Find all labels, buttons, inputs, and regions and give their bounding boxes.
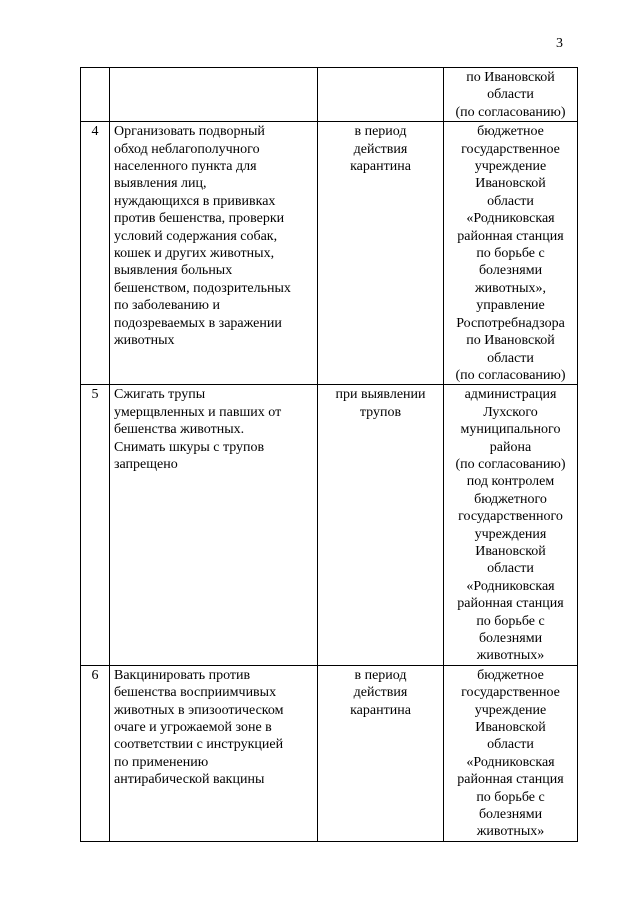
responsible-line: Ивановской <box>475 543 546 559</box>
table-row <box>81 665 578 841</box>
term-cell <box>318 122 444 385</box>
responsible-line: администрация <box>464 387 557 403</box>
action-line: кошек и других животных, <box>114 246 275 262</box>
table-row <box>81 385 578 666</box>
responsible-line: области <box>487 87 534 103</box>
responsible-line: Ивановской <box>475 720 546 736</box>
action-line: бешенства животных. <box>114 422 245 438</box>
responsible-line: управление <box>476 298 545 314</box>
responsible-line: области <box>487 193 534 209</box>
responsible-line: районная станция <box>457 228 564 244</box>
responsible-line: государственное <box>461 141 560 157</box>
responsible-line: «Родниковская <box>466 211 555 227</box>
term-line: действия <box>353 141 408 157</box>
responsible-line: по Ивановской <box>466 333 555 349</box>
row-number <box>81 68 110 122</box>
action-line: умерщвленных и павших от <box>114 404 282 420</box>
responsible-line: «Родниковская <box>466 754 555 770</box>
term-line: карантина <box>350 702 411 718</box>
action-line: по заболеванию и <box>114 298 220 314</box>
responsible-line: области <box>487 561 534 577</box>
term-cell <box>318 665 444 841</box>
action-line: антирабической вакцины <box>114 772 265 788</box>
term-line: в период <box>354 667 407 683</box>
action-cell <box>110 665 318 841</box>
table-row <box>81 122 578 385</box>
responsible-line: Роспотребнадзора <box>456 315 565 331</box>
responsible-line: болезнями <box>478 631 543 646</box>
responsible-line: районная станция <box>457 596 564 612</box>
measures-table <box>80 67 578 842</box>
action-line: выявления лиц, <box>114 176 207 192</box>
action-line: по применению <box>114 754 209 770</box>
responsible-line: животных», <box>474 280 546 296</box>
action-line: запрещено <box>114 456 178 472</box>
action-cell <box>110 122 318 385</box>
action-cell <box>110 68 318 122</box>
responsible-line: учреждение <box>474 159 547 175</box>
responsible-line: области <box>487 737 534 753</box>
responsible-line: «Родниковская <box>466 578 555 594</box>
responsible-cell <box>444 665 578 841</box>
action-line: обход неблагополучного <box>114 141 260 157</box>
action-line: животных в эпизоотическом <box>114 702 284 718</box>
responsible-line: Ивановской <box>475 176 546 192</box>
responsible-line: по борьбе с <box>476 246 545 262</box>
term-line: при выявлении <box>335 387 426 403</box>
action-line: нуждающихся в прививках <box>114 193 276 209</box>
action-line: подозреваемых в заражении <box>114 315 282 331</box>
responsible-line: государственное <box>461 685 560 701</box>
action-line: условий содержания собак, <box>114 228 278 244</box>
row-number: 6 <box>81 665 110 841</box>
term-line: в период <box>354 124 407 140</box>
responsible-line: области <box>487 350 534 366</box>
responsible-line: района <box>489 439 532 455</box>
action-line: Снимать шкуры с трупов <box>114 439 265 455</box>
term-cell <box>318 68 444 122</box>
responsible-line: (по согласованию) <box>455 367 566 383</box>
responsible-line: (по согласованию) <box>455 104 566 120</box>
responsible-line: по Ивановской <box>466 70 555 85</box>
responsible-cell <box>444 385 578 666</box>
responsible-line: государственного <box>458 509 563 525</box>
action-line: против бешенства, проверки <box>114 211 285 227</box>
responsible-line: муниципального <box>460 422 561 438</box>
action-line: соответствии с инструкцией <box>114 737 284 753</box>
responsible-line: болезнями <box>478 807 543 823</box>
responsible-line: учреждения <box>474 526 547 542</box>
row-number: 5 <box>81 385 110 666</box>
page-number: 3 <box>556 36 563 51</box>
action-line: населенного пункта для <box>114 159 257 175</box>
action-line: выявления больных <box>114 263 233 279</box>
responsible-line: животных» <box>476 824 545 840</box>
action-line: бешенства восприимчивых <box>114 685 277 701</box>
responsible-cell <box>444 122 578 385</box>
action-cell <box>110 385 318 666</box>
responsible-line: учреждение <box>474 702 547 718</box>
responsible-line: животных» <box>476 648 545 664</box>
responsible-line: Лухского <box>483 404 538 420</box>
responsible-line: по борьбе с <box>476 789 545 805</box>
responsible-line: (по согласованию) <box>455 456 566 472</box>
responsible-line: под контролем <box>466 474 555 490</box>
row-number: 4 <box>81 122 110 385</box>
responsible-line: бюджетное <box>477 124 544 140</box>
responsible-cell <box>444 68 578 122</box>
responsible-line: по борьбе с <box>476 613 545 629</box>
responsible-line: бюджетного <box>474 491 547 507</box>
term-cell <box>318 385 444 666</box>
action-line: очаге и угрожаемой зоне в <box>114 720 272 736</box>
responsible-line: болезнями <box>478 263 543 279</box>
responsible-line: бюджетное <box>477 667 544 683</box>
action-line: Организовать подворный <box>114 124 265 140</box>
term-line: карантина <box>350 159 411 175</box>
action-line: бешенством, подозрительных <box>114 280 291 296</box>
action-line: животных <box>114 333 175 349</box>
term-line: трупов <box>359 404 402 420</box>
action-line: Сжигать трупы <box>114 387 206 403</box>
action-line: Вакцинировать против <box>114 667 251 683</box>
table-row <box>81 68 578 122</box>
responsible-line: районная станция <box>457 772 564 788</box>
term-line: действия <box>353 685 408 701</box>
